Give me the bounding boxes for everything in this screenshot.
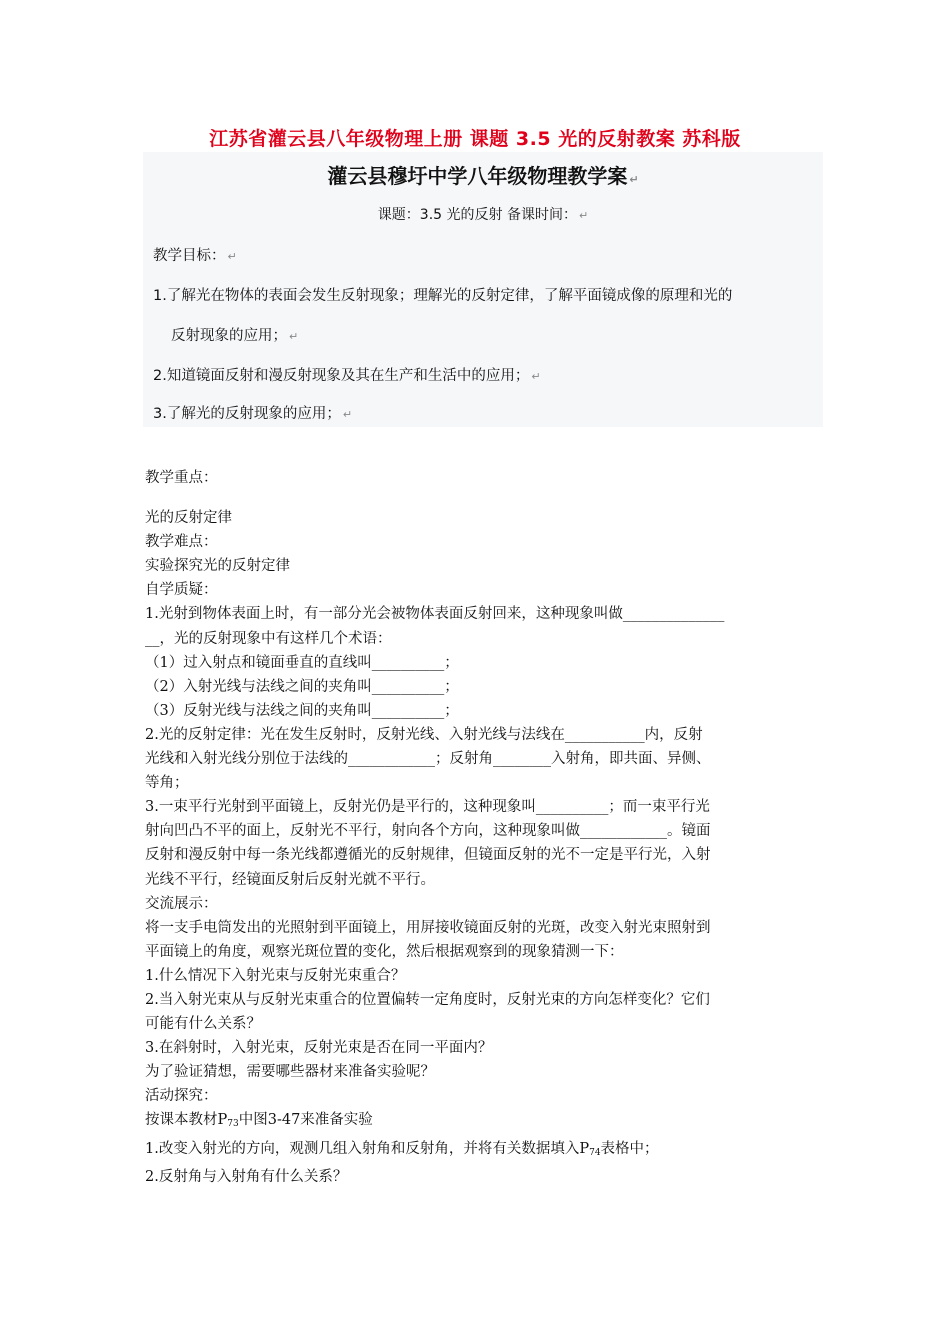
return-mark-icon: ↵ [227, 250, 237, 263]
document-title: 江苏省灌云县八年级物理上册 课题 3.5 光的反射教案 苏科版 [209, 128, 741, 150]
lesson-subheading: 课题：3.5 光的反射 备课时间： ↵ [377, 207, 589, 223]
school-heading: 灌云县穆圩中学八年级物理教学案 ↵ [327, 164, 639, 188]
paragraph-line: （3）反射光线与法线之间的夹角叫__________； [145, 702, 459, 719]
paragraph-line: （1）过入射点和镜面垂直的直线叫__________； [145, 654, 459, 671]
paragraph-line: 1.光射到物体表面上时，有一部分光会被物体表面反射回来，这种现象叫做______________ [145, 606, 725, 623]
embedded-lesson-header-image [143, 152, 823, 427]
difficulty-label: 教学难点： [145, 534, 218, 551]
paragraph-line: 光线不平行，经镜面反射后反射光就不平行。 [145, 871, 435, 888]
paragraph-line: 1.改变入射光的方向，观测几组入射角和反射角，并将有关数据填入$P_{74}$表格中； [145, 1140, 659, 1158]
paragraph-line: __，光的反射现象中有这样几个术语： [145, 630, 392, 647]
return-mark-icon: ↵ [578, 209, 589, 222]
paragraph-line: 2.反射角与入射角有什么关系？ [145, 1168, 348, 1185]
paragraph-line: 按课本教材$P_{73}$中图3-47来准备实验 [145, 1112, 373, 1130]
self-study-label: 自学质疑： [145, 582, 218, 599]
paragraph-line: 反射和漫反射中每一条光线都遵循光的反射规律，但镜面反射的光不一定是平行光，入射 [145, 847, 711, 864]
return-mark-icon: ↵ [531, 370, 541, 383]
goal-3: 3.了解光的反射现象的应用； ↵ [153, 406, 353, 422]
goal-1-cont: 反射现象的应用； ↵ [171, 328, 299, 344]
return-mark-icon: ↵ [629, 173, 639, 186]
paragraph-line: （2）入射光线与法线之间的夹角叫__________； [145, 678, 459, 695]
paragraph-line: 为了验证猜想，需要哪些器材来准备实验呢？ [145, 1064, 435, 1081]
paragraph-line: 3.一束平行光射到平面镜上，反射光仍是平行的，这种现象叫__________；而一束平行光 [145, 799, 710, 816]
return-mark-icon: ↵ [342, 408, 353, 421]
key-points-text: 光的反射定律 [145, 510, 232, 527]
activity-label: 活动探究： [145, 1088, 218, 1105]
goals-label: 教学目标： ↵ [153, 248, 237, 264]
return-mark-icon: ↵ [289, 330, 299, 343]
paragraph-line: 可能有什么关系？ [145, 1016, 261, 1033]
exchange-label: 交流展示： [145, 895, 218, 912]
paragraph-line: 3.在斜射时，入射光束，反射光束是否在同一平面内？ [145, 1040, 493, 1057]
difficulty-text: 实验探究光的反射定律 [145, 558, 290, 575]
paragraph-line: 2.光的反射定律：光在发生反射时，反射光线、入射光线与法线在___________内，反射 [145, 726, 703, 743]
key-points-label: 教学重点： [145, 470, 218, 486]
paragraph-line: 等角； [145, 775, 189, 792]
paragraph-line: 平面镜上的角度，观察光斑位置的变化，然后根据观察到的现象猜测一下： [145, 943, 624, 960]
paragraph-line: 射向凹凸不平的面上，反射光不平行，射向各个方向，这种现象叫做____________。镜面 [145, 823, 711, 840]
paragraph-line: 1.什么情况下入射光束与反射光束重合？ [145, 967, 406, 984]
paragraph-line: 2.当入射光束从与反射光束重合的位置偏转一定角度时，反射光束的方向怎样变化？它们 [145, 991, 710, 1008]
paragraph-line: 将一支手电筒发出的光照射到平面镜上，用屏接收镜面反射的光斑，改变入射光束照射到 [145, 919, 711, 936]
lesson-body [145, 466, 815, 1189]
goal-2: 2.知道镜面反射和漫反射现象及其在生产和生活中的应用； ↵ [153, 368, 541, 384]
goal-1: 1.了解光在物体的表面会发生反射现象；理解光的反射定律，了解平面镜成像的原理和光的 [153, 288, 733, 304]
paragraph-line: 光线和入射光线分别位于法线的____________；反射角________入射角，即共面、异侧、 [145, 751, 711, 768]
